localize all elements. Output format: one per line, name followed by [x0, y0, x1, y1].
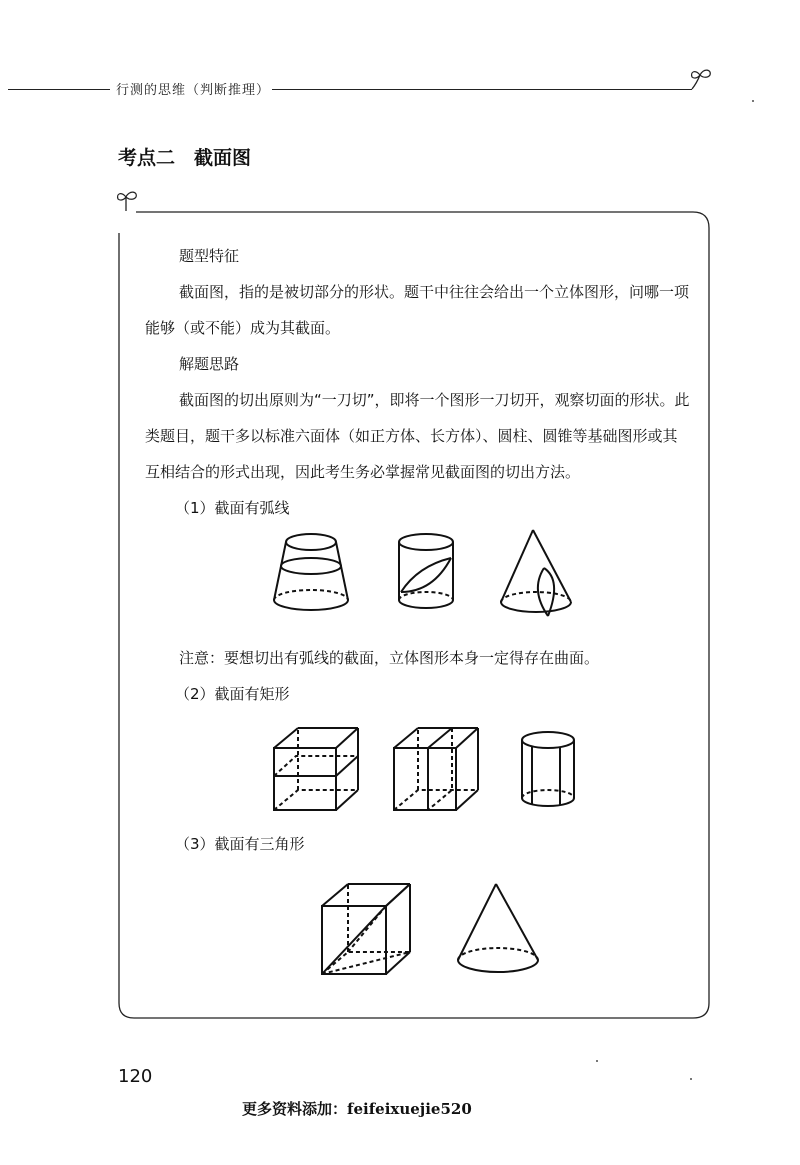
features-paragraph: 截面图，指的是被切部分的形状。题干中往往会给出一个立体图形，问哪一项能够（或不能）成为其截面。 — [145, 283, 690, 337]
case1-label: （1）截面有弧线 — [175, 499, 290, 517]
cube-diagonal-cut-figure — [322, 884, 410, 974]
truncated-cone-figure — [274, 534, 348, 610]
scan-speck — [596, 1060, 598, 1062]
running-title: 行测的思维（判断推理） — [116, 83, 271, 98]
scan-speck — [690, 1078, 692, 1080]
case3-label: （3）截面有三角形 — [175, 835, 305, 853]
cylinder-figure — [399, 534, 453, 608]
figure-arc-sections — [268, 528, 588, 628]
cylinder-vertical-cut-figure — [522, 732, 574, 806]
sprout-icon — [688, 66, 718, 92]
sprout-icon — [114, 186, 144, 212]
promo-text: 更多资料添加：feifeixuejie520 — [242, 1100, 472, 1118]
figure-triangle-sections — [318, 880, 548, 982]
heading-features: 题型特征 — [179, 247, 240, 265]
cube-vertical-cut-figure — [394, 728, 478, 810]
case2-label: （2）截面有矩形 — [175, 685, 290, 703]
case3-section — [145, 826, 690, 862]
section-title: 考点二 截面图 — [118, 147, 252, 169]
cone-figure — [501, 530, 571, 616]
cube-horizontal-cut-figure — [274, 728, 358, 810]
header-rule-right — [272, 89, 692, 90]
page-number: 120 — [118, 1066, 153, 1087]
features-section — [145, 238, 690, 526]
header-rule-left — [8, 89, 110, 90]
scan-speck — [752, 100, 754, 102]
note-paragraph: 注意：要想切出有弧线的截面，立体图形本身一定得存在曲面。 — [179, 649, 600, 667]
cone-triangle-cut-figure — [458, 884, 538, 972]
note-section — [145, 640, 690, 712]
heading-method: 解题思路 — [179, 355, 240, 373]
method-paragraph: 截面图的切出原则为“一刀切”，即将一个图形一刀切开，观察切面的形状。此类题目，题干多以标准六面体（如正方体、长方体）、圆柱、圆锥等基础图形或其互相结合的形式出现，因此考生务必掌握常见截面图的切出方法。 — [145, 391, 690, 481]
figure-rect-sections — [270, 724, 582, 816]
